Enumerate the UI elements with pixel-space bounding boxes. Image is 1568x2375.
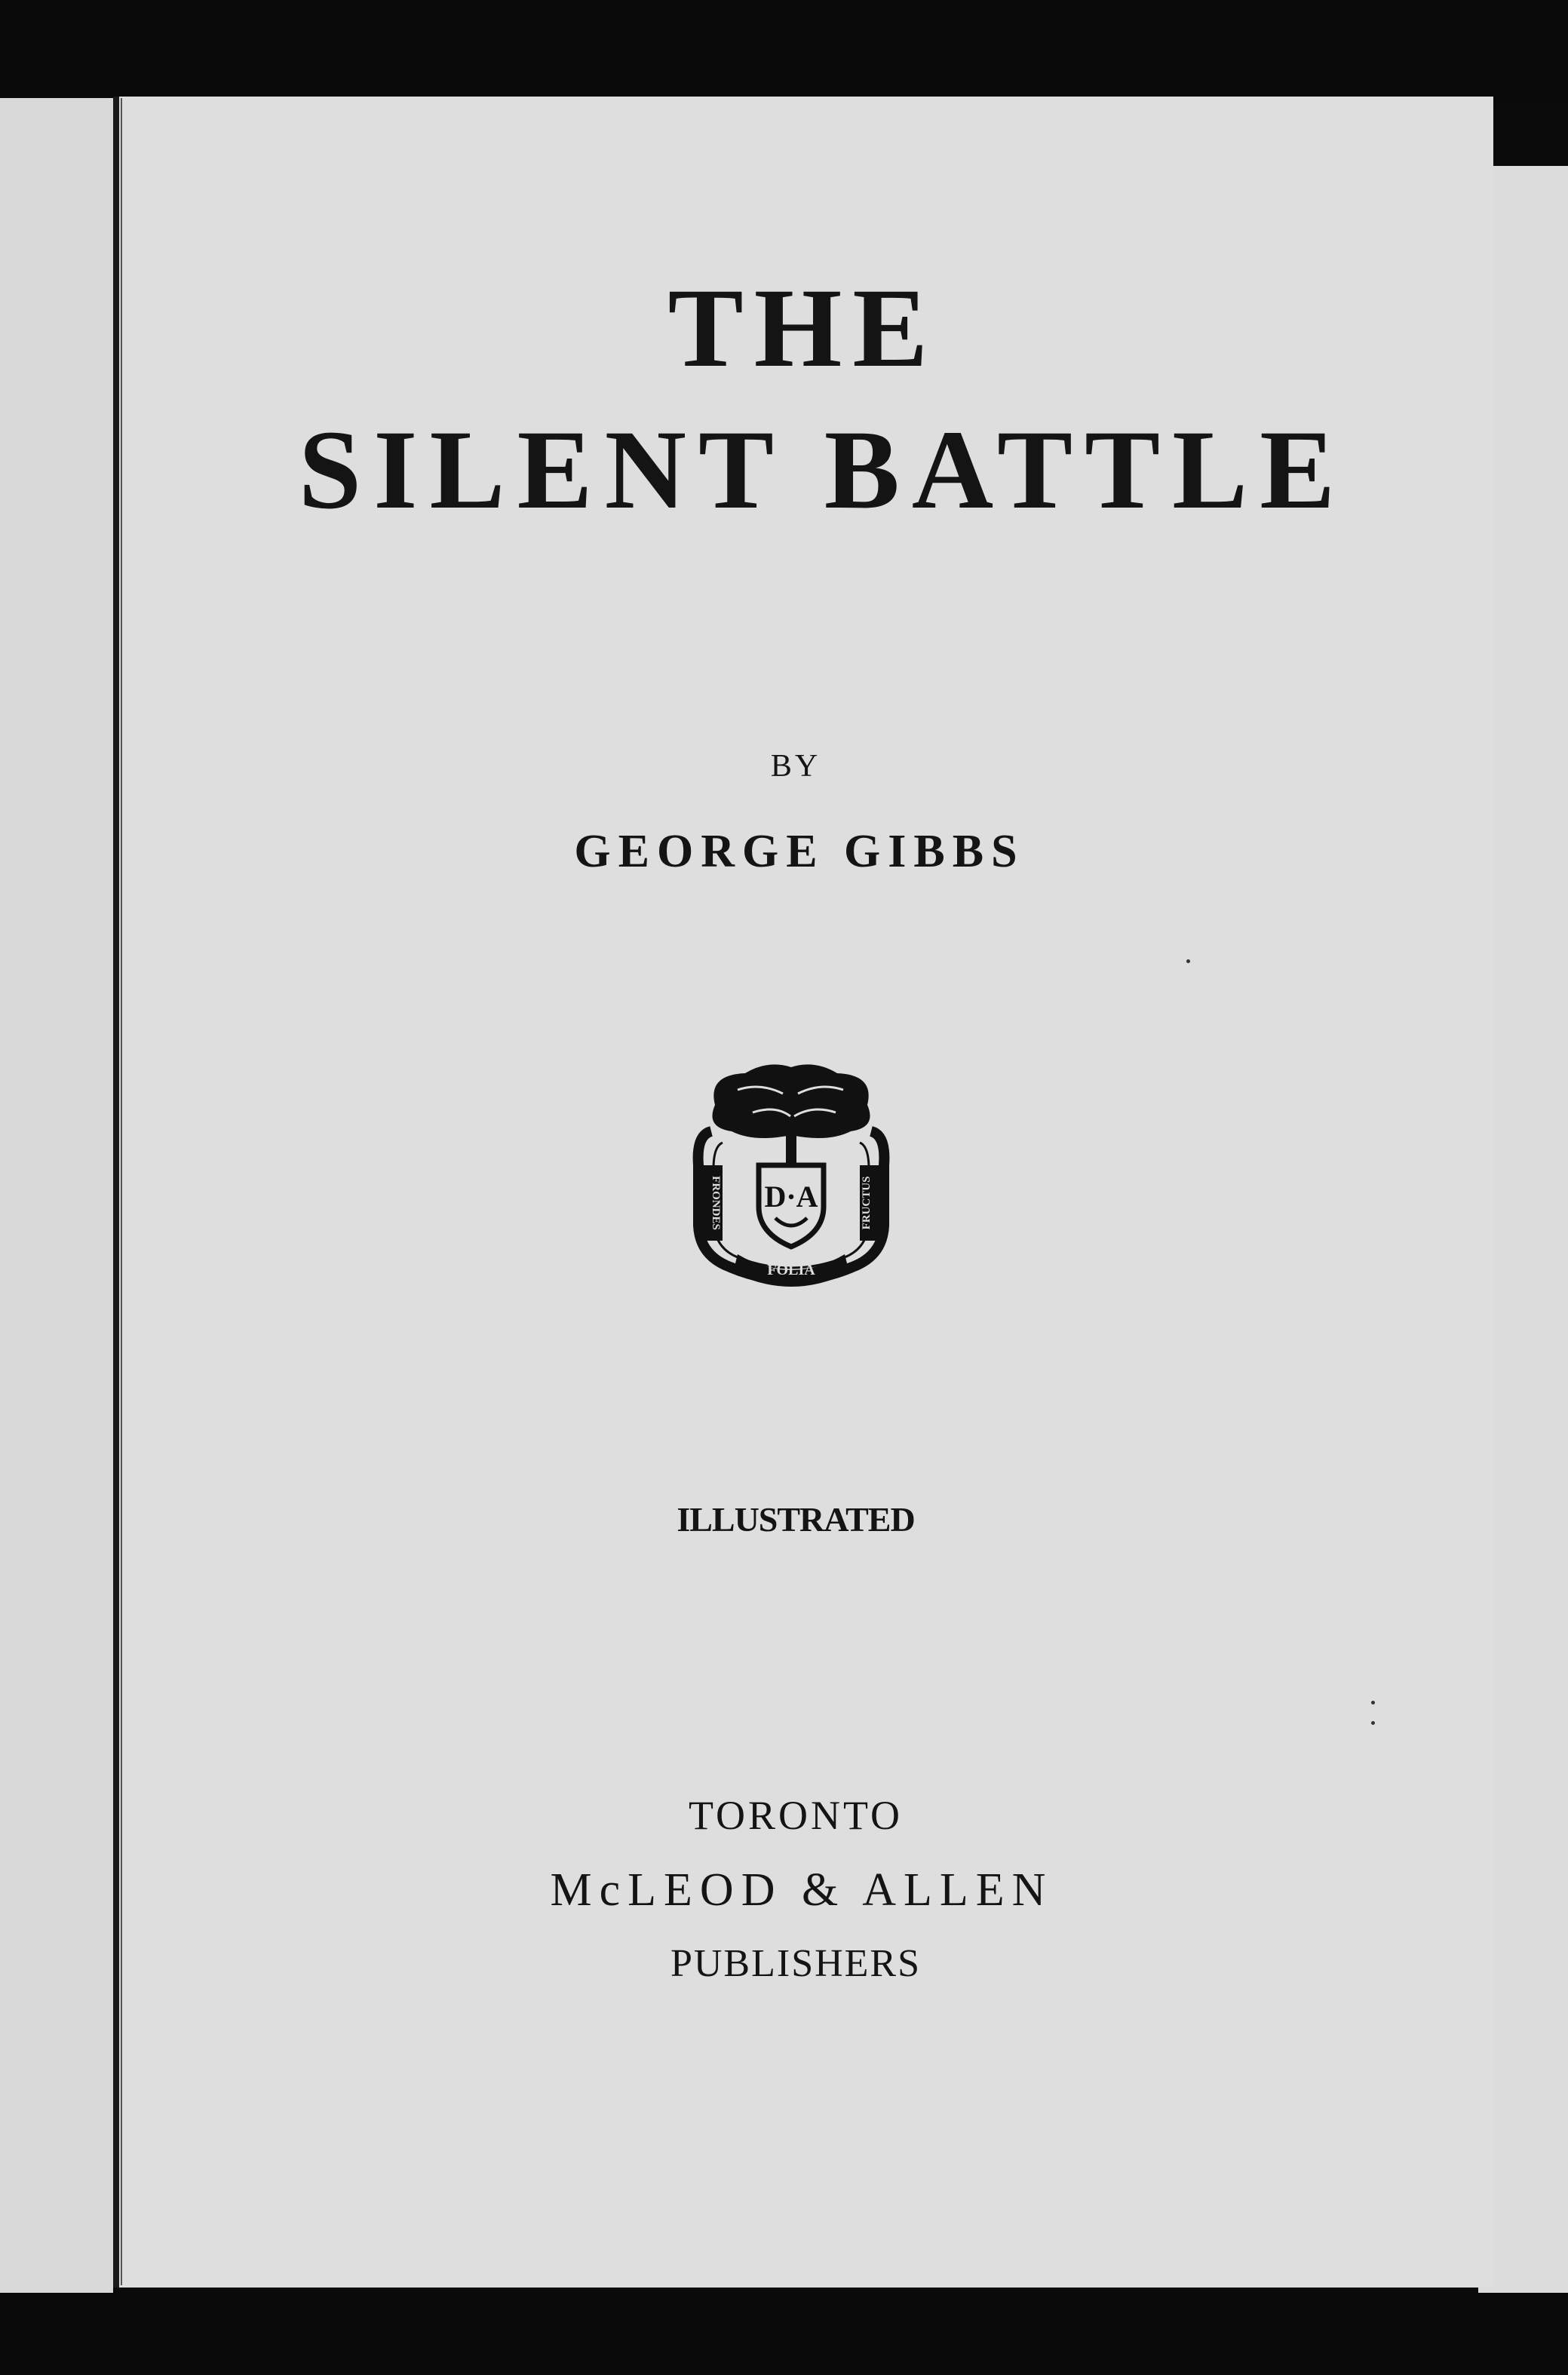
illustrated-note: ILLUSTRATED — [677, 1500, 915, 1539]
scan-speck — [1371, 1701, 1375, 1705]
title-line-1: THE — [667, 265, 939, 391]
imprint-role: PUBLISHERS — [670, 1942, 922, 1985]
scan-speck — [1186, 959, 1190, 963]
emblem-motto-bottom: FOLIA — [767, 1262, 815, 1278]
publisher-device-icon — [692, 1060, 890, 1293]
emblem-motto-left: FRONDES — [710, 1176, 722, 1230]
emblem-monogram: D·A — [764, 1180, 818, 1214]
facing-page — [0, 98, 113, 2293]
imprint-publisher: McLEOD & ALLEN — [550, 1864, 1054, 1916]
scan-top-band — [0, 0, 1568, 106]
imprint-city: TORONTO — [688, 1793, 904, 1838]
emblem-motto-right: FRUCTUS — [861, 1176, 873, 1230]
scan-bottom-band — [0, 2285, 1568, 2375]
scan-speck — [1371, 1721, 1375, 1725]
title-line-2: SILENT BATTLE — [298, 407, 1348, 532]
author-name: GEORGE GIBBS — [574, 826, 1025, 877]
byline-by: BY — [770, 749, 821, 784]
